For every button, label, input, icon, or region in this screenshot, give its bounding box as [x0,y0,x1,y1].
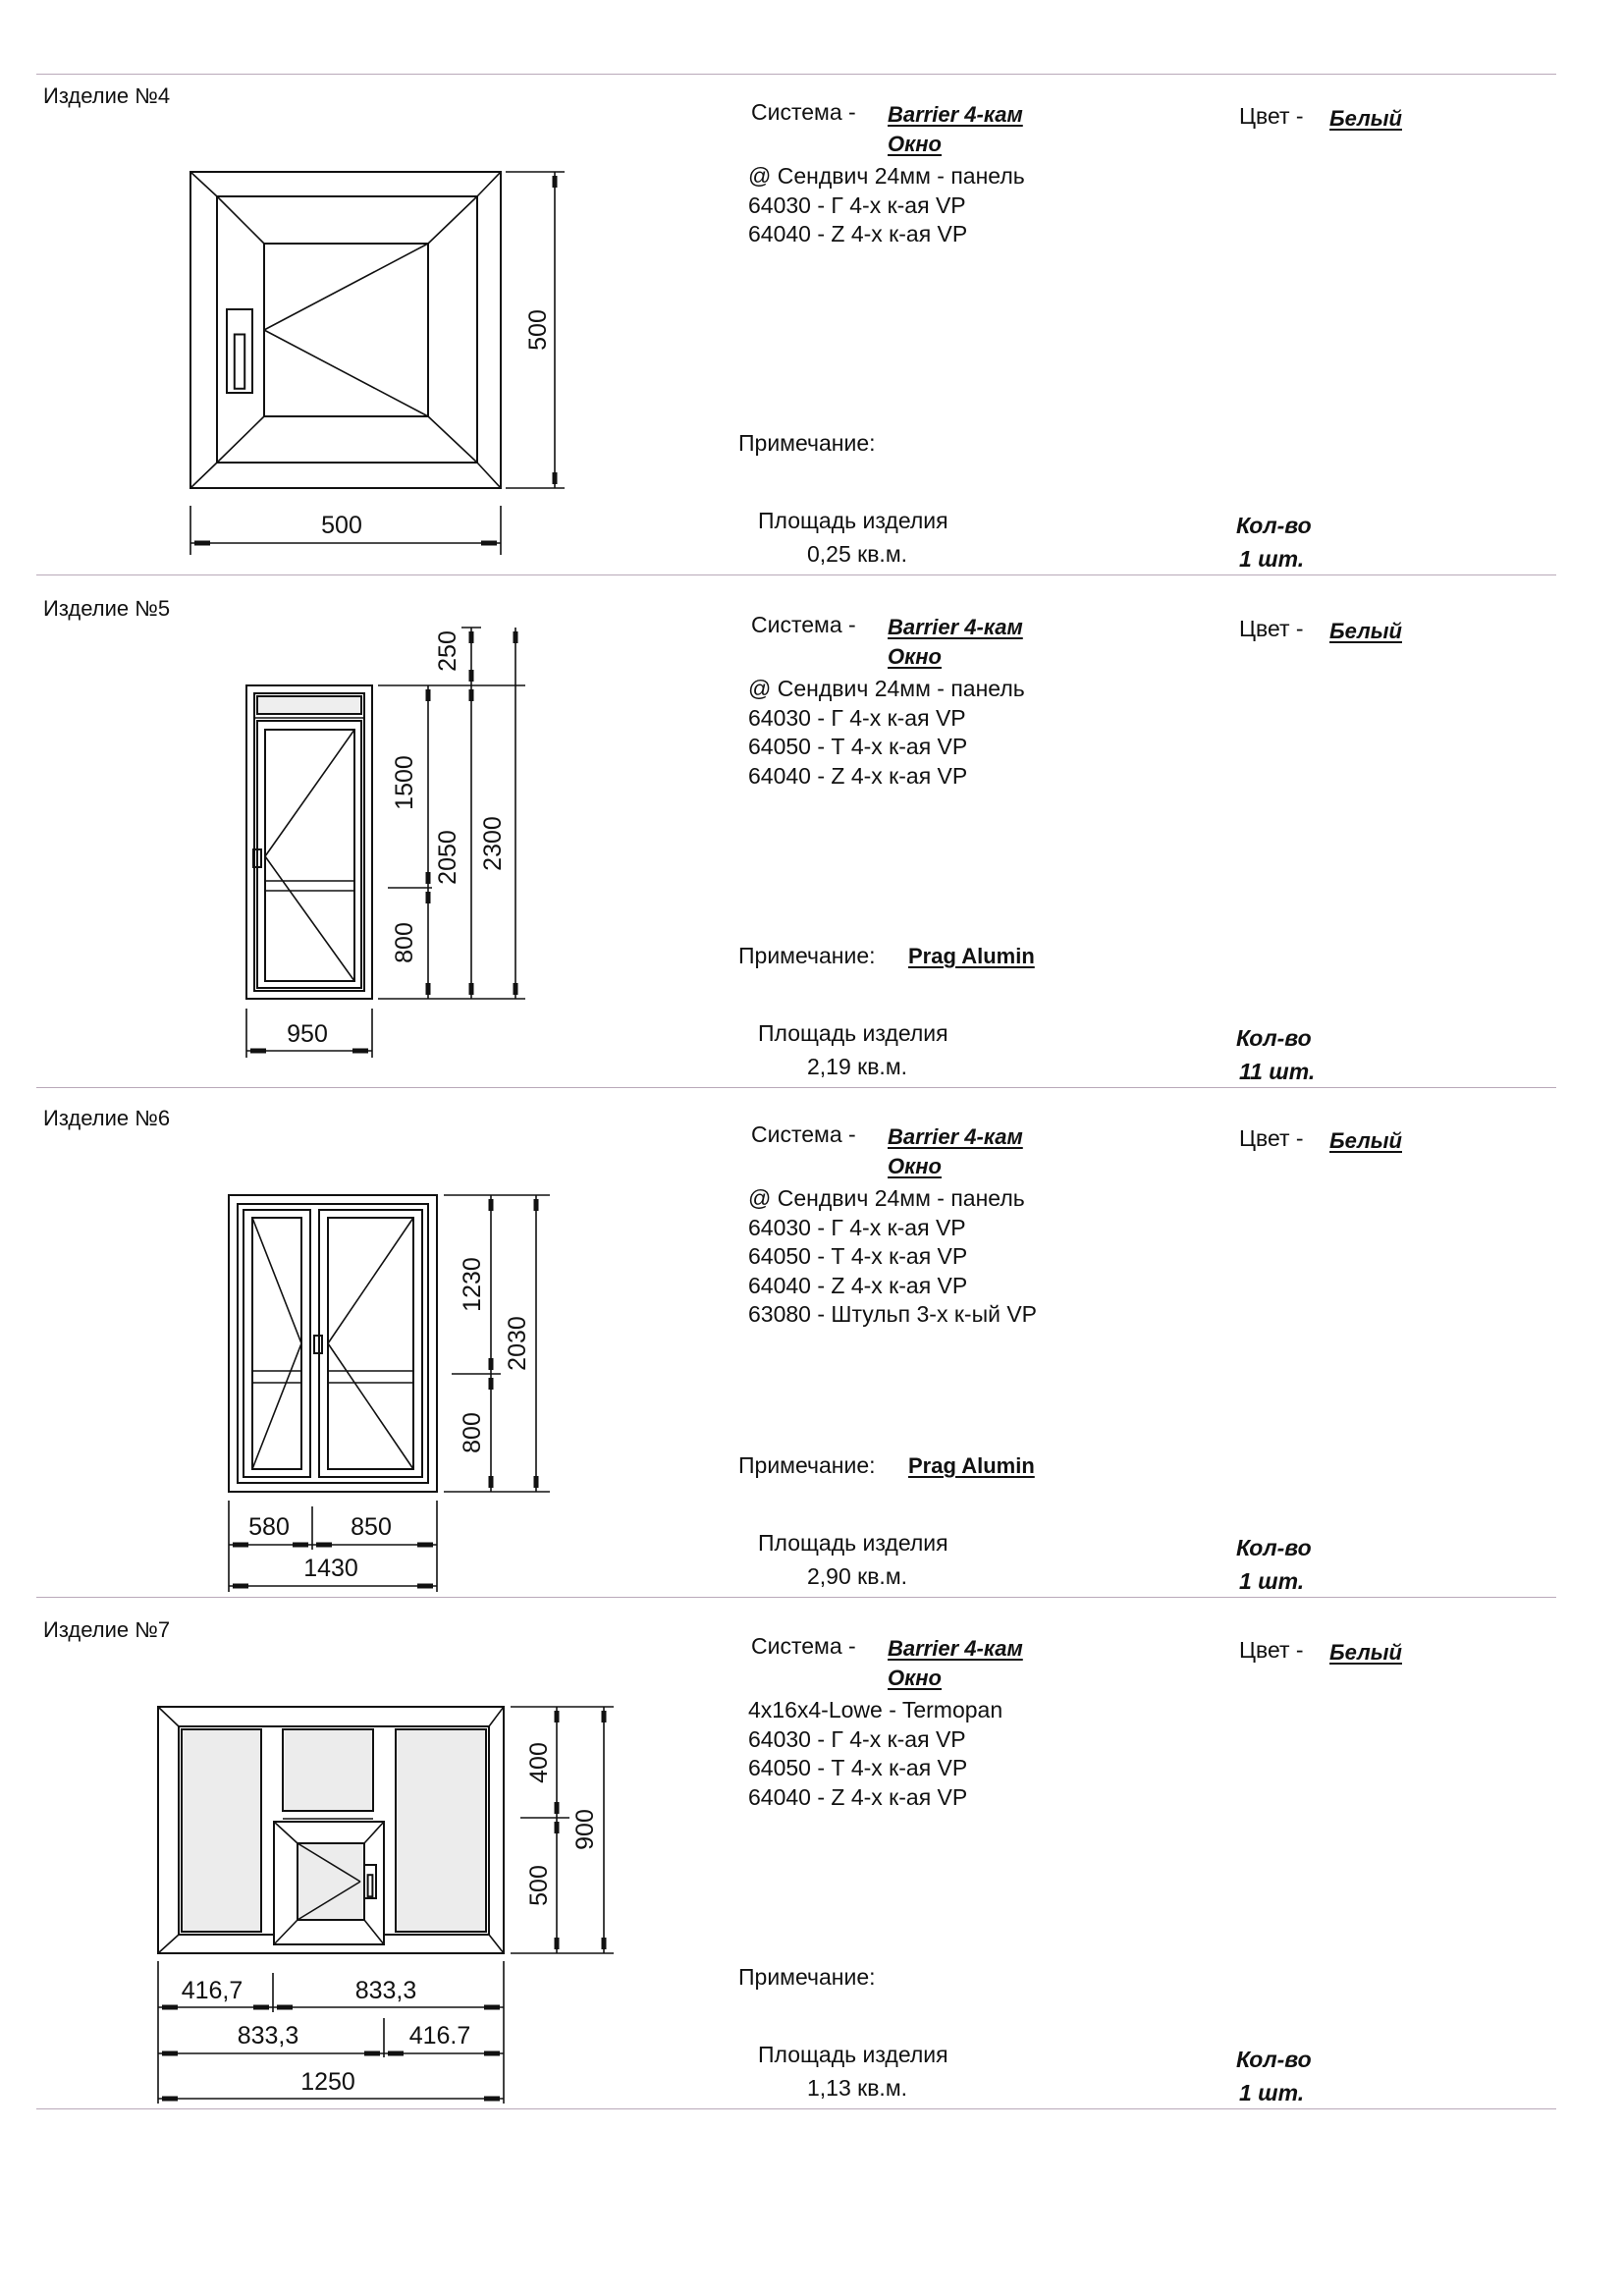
dimension-label: 900 [571,1809,599,1850]
dimension-arrow [250,1049,266,1054]
bevel-line [477,172,501,196]
spec-line: 64050 - Т 4-х к-ая VP [748,734,968,759]
dimension-arrow [162,2097,178,2102]
spec-line: 64040 - Z 4-х к-ая VP [748,221,968,246]
area-label: Площадь изделия [758,1530,948,1556]
product-title: Изделие №6 [43,1106,171,1130]
bevel-line [217,196,264,244]
system-value: Barrier 4-кам [888,102,1023,127]
dimension-label: 850 [351,1513,392,1541]
spec-line: 64040 - Z 4-х к-ая VP [748,1783,968,1810]
spec-line: 64050 - Т 4-х к-ая VP [748,1243,968,1269]
qty-value: 1 шт. [1239,546,1305,572]
dimension-arrow [555,1822,560,1833]
area-value: 2,19 кв.м. [807,1054,908,1079]
dimension-arrow [489,1476,494,1488]
area-value: 0,25 кв.м. [807,541,908,567]
system-value: Barrier 4-кам [888,1124,1023,1149]
spec-line: @ Сендвич 24мм - панель [748,676,1025,701]
product-block-7 [0,1608,1623,2118]
opening-line [265,856,354,981]
qty-label: Кол-во [1236,1535,1312,1560]
dimension-label: 2030 [504,1316,531,1371]
dimension-label: 400 [525,1742,553,1783]
product-title: Изделие №5 [43,596,171,621]
right-sash [319,1210,422,1477]
door-glass [265,730,354,981]
dimension-arrow [352,1049,368,1054]
dimension-arrow [469,631,474,643]
qty-value: 1 шт. [1239,1568,1305,1594]
bevel-line [428,416,477,463]
color-label: Цвет - [1239,103,1304,129]
dimension-arrow [364,2051,380,2056]
system-value: Barrier 4-кам [888,615,1023,639]
system-label: Система - [751,99,856,125]
bevel-line [477,463,501,488]
dimension-label: 1500 [391,755,418,810]
dimension-arrow [293,1543,308,1548]
drawing-group [229,1195,550,1592]
color-label: Цвет - [1239,616,1304,641]
dimension-label: 950 [287,1020,328,1048]
dimension-label: 500 [524,309,552,351]
area-value: 2,90 кв.м. [807,1563,908,1589]
inner-frame [238,1204,428,1483]
product-type: Окно [888,132,942,156]
dimension-label: 580 [248,1513,290,1541]
bevel-line [428,196,477,244]
dimension-label: 2300 [479,816,507,871]
product-type: Окно [888,1154,942,1178]
door-frame [229,1195,437,1492]
vent-glass [298,1843,364,1920]
dimension-arrow [316,1543,332,1548]
dimension-label: 250 [434,630,461,672]
dimension-arrow [555,1802,560,1814]
spec-line: 4x16x4-Lowe - Termopan [748,1697,1003,1722]
area-value: 1,13 кв.м. [807,2075,908,2101]
bevel-line [158,1707,179,1726]
qty-value: 11 шт. [1239,1059,1316,1084]
product-block-6 [0,1096,1623,1607]
dimension-arrow [484,2097,500,2102]
dimension-arrow [602,1711,607,1722]
dimension-arrow [162,2051,178,2056]
bevel-line [190,172,217,196]
color-label: Цвет - [1239,1637,1304,1663]
bevel-line [489,1935,504,1953]
note-label: Примечание: [738,1452,876,1478]
handle-icon [227,309,252,393]
opening-line [328,1343,413,1469]
spec-line: 64050 - Т 4-х к-ая VP [748,1755,968,1780]
bevel-line [217,416,264,463]
top-glass [283,1729,373,1811]
spec-line: 64030 - Г 4-х к-ая VP [748,704,966,731]
spec-line: 64040 - Z 4-х к-ая VP [748,1272,968,1298]
opening-line [264,330,428,416]
dimension-label: 500 [525,1865,553,1906]
dimension-arrow [426,892,431,903]
dimension-arrow [514,631,518,643]
dimension-label: 833,3 [354,1977,417,2004]
drawing-group [158,1707,614,2104]
spec-line: 63080 - Штульп 3-х к-ый VP [748,1301,1038,1327]
spec-line: @ Сендвич 24мм - панель [748,163,1025,189]
dimension-arrow [555,1938,560,1949]
bevel-line [158,1935,179,1953]
drawing-group [190,172,565,555]
area-label: Площадь изделия [758,508,948,533]
note-value: Prag Alumin [908,1453,1035,1478]
spec-line: 64040 - Z 4-х к-ая VP [748,762,968,789]
dimension-label: 416,7 [181,1977,243,2004]
opening-line [252,1218,301,1343]
dimension-arrow [555,1711,560,1722]
dimension-arrow [469,689,474,701]
dimension-arrow [553,176,558,188]
product-type: Окно [888,1666,942,1690]
door-sash [257,721,361,988]
dimension-label: 1430 [303,1555,358,1582]
spec-list [748,1184,1037,1330]
system-value: Barrier 4-кам [888,1636,1023,1661]
note-label: Примечание: [738,1964,876,1990]
system-label: Система - [751,1633,856,1659]
dimension-arrow [426,872,431,884]
dimension-arrow [417,1543,433,1548]
spec-list [748,162,1025,249]
opening-line [252,1343,301,1469]
system-label: Система - [751,1121,856,1147]
dimension-label: 800 [459,1412,486,1453]
spec-line: 64030 - Г 4-х к-ая VP [748,191,966,218]
left-sash [243,1210,310,1477]
color-value: Белый [1329,106,1402,131]
dimension-arrow [484,2051,500,2056]
transom-glass [257,696,361,714]
dimension-arrow [534,1199,539,1211]
dimension-arrow [253,2005,269,2010]
dimension-arrow [194,541,210,546]
dimension-label: 800 [391,922,418,963]
qty-label: Кол-во [1236,513,1312,538]
note-label: Примечание: [738,943,876,968]
dimension-arrow [481,541,497,546]
product-block-4 [0,74,1623,584]
dimension-arrow [514,983,518,995]
opening-line [328,1218,413,1343]
qty-label: Кол-во [1236,2047,1312,2072]
spec-list [748,1696,1002,1812]
area-label: Площадь изделия [758,2042,948,2067]
dimension-arrow [489,1358,494,1370]
color-label: Цвет - [1239,1125,1304,1151]
dimension-arrow [602,1938,607,1949]
dimension-arrow [489,1378,494,1390]
opening-line [264,244,428,330]
product-title: Изделие №4 [43,83,171,108]
dimension-label: 1230 [459,1257,486,1312]
dimension-arrow [388,2051,404,2056]
right-glass [396,1729,486,1932]
handle-grip [235,335,244,389]
block-separator [36,1087,1556,1088]
dimension-arrow [233,1584,248,1589]
dimension-arrow [553,472,558,484]
dimension-arrow [534,1476,539,1488]
dimension-arrow [233,1543,248,1548]
block-separator [36,2108,1556,2109]
system-label: Система - [751,612,856,637]
color-value: Белый [1329,1128,1402,1153]
spec-line: 64030 - Г 4-х к-ая VP [748,1725,966,1752]
dimension-arrow [426,983,431,995]
opening-line [265,730,354,856]
dimension-label: 1250 [300,2068,355,2096]
dimension-arrow [469,983,474,995]
bevel-line [489,1707,504,1726]
area-label: Площадь изделия [758,1020,948,1046]
right-glass [328,1218,413,1469]
dimension-label: 833,3 [237,2022,299,2050]
qty-value: 1 шт. [1239,2080,1305,2105]
dimension-arrow [417,1584,433,1589]
left-glass [182,1729,261,1932]
dimension-arrow [489,1199,494,1211]
glass [264,244,428,416]
spec-line: 64030 - Г 4-х к-ая VP [748,1214,966,1240]
dimension-arrow [469,670,474,682]
block-separator [36,1597,1556,1598]
color-value: Белый [1329,619,1402,643]
bevel-line [190,463,217,488]
dimension-arrow [277,2005,293,2010]
qty-label: Кол-во [1236,1025,1312,1051]
dimension-arrow [484,2005,500,2010]
product-title: Изделие №7 [43,1617,171,1642]
product-type: Окно [888,644,942,669]
color-value: Белый [1329,1640,1402,1665]
dimension-label: 500 [321,512,362,539]
spec-line: @ Сендвич 24мм - панель [748,1185,1025,1211]
dimension-label: 416.7 [408,2022,471,2050]
block-separator [36,574,1556,575]
drawing-group [246,628,525,1058]
dimension-label: 2050 [434,830,461,885]
product-block-5 [0,586,1623,1097]
spec-list [748,675,1025,791]
note-label: Примечание: [738,430,876,456]
note-value: Prag Alumin [908,944,1035,968]
left-glass [252,1218,301,1469]
dimension-arrow [426,689,431,701]
dimension-arrow [162,2005,178,2010]
